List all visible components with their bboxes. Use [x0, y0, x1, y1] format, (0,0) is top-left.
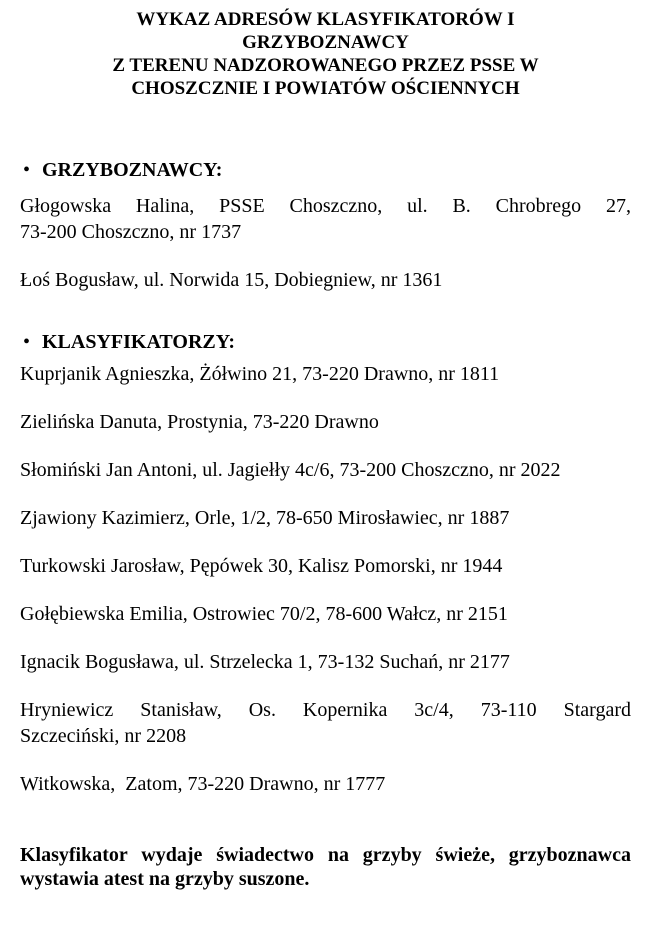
entry-line: Witkowska, Zatom, 73-220 Drawno, nr 1777 — [20, 773, 386, 795]
entry-line: Gołębiewska Emilia, Ostrowiec 70/2, 78-600 Wałcz, nr 2151 — [20, 603, 508, 625]
entry-line: Słomiński Jan Antoni, ul. Jagiełły 4c/6, 73-200 Choszczno, nr 2022 — [20, 459, 561, 481]
entry-line: Szczeciński, nr 2208 — [20, 725, 187, 747]
section-title-grzyboznawcy: GRZYBOZNAWCY: — [42, 159, 223, 181]
list-item-klasyfikator — [20, 771, 631, 797]
list-item-klasyfikator — [20, 601, 631, 627]
footer-line: Klasyfikator wydaje świadectwo na grzyby świeże, grzyboznawca — [20, 844, 631, 866]
title-line-4: CHOSZCZNIE I POWIATÓW OŚCIENNYCH — [131, 78, 520, 99]
list-item-klasyfikator — [20, 697, 631, 749]
entry-line: Zjawiony Kazimierz, Orle, 1/2, 78-650 Mirosławiec, nr 1887 — [20, 507, 510, 529]
entry-line: Zielińska Danuta, Prostynia, 73-220 Drawno — [20, 411, 379, 433]
bullet-icon: • — [23, 331, 31, 353]
entry-line: Turkowski Jarosław, Pępówek 30, Kalisz Pomorski, nr 1944 — [20, 555, 503, 577]
document-title — [20, 8, 631, 100]
list-item-klasyfikator — [20, 649, 631, 675]
footer-note — [20, 843, 631, 891]
bullet-icon: • — [23, 159, 31, 181]
section-title-klasyfikatorzy: KLASYFIKATORZY: — [42, 331, 236, 353]
title-line-2: GRZYBOZNAWCY — [242, 32, 409, 53]
entry-line: Kuprjanik Agnieszka, Żółwino 21, 73-220 Drawno, nr 1811 — [20, 363, 500, 385]
entry-line: Łoś Bogusław, ul. Norwida 15, Dobiegniew, nr 1361 — [20, 269, 443, 291]
entry-line: Hryniewicz Stanisław, Os. Kopernika 3c/4, 73-110 Stargard — [20, 699, 631, 721]
title-line-1: WYKAZ ADRESÓW KLASYFIKATORÓW I — [136, 9, 515, 30]
section-header-grzyboznawcy — [20, 158, 631, 182]
document-page — [20, 8, 631, 891]
footer-line: wystawia atest na grzyby suszone. — [20, 868, 310, 890]
list-item-klasyfikator — [20, 457, 631, 483]
list-item-klasyfikator — [20, 409, 631, 435]
entry-line: 73-200 Choszczno, nr 1737 — [20, 221, 242, 243]
title-line-3: Z TERENU NADZOROWANEGO PRZEZ PSSE W — [112, 55, 539, 76]
entry-line: Ignacik Bogusława, ul. Strzelecka 1, 73-132 Suchań, nr 2177 — [20, 651, 510, 673]
list-item-grzyboznawca — [20, 193, 631, 245]
section-header-klasyfikatorzy — [20, 330, 631, 354]
list-item-klasyfikator — [20, 505, 631, 531]
list-item-klasyfikator — [20, 361, 631, 387]
list-item-grzyboznawca — [20, 267, 631, 293]
entry-line: Głogowska Halina, PSSE Choszczno, ul. B. Chrobrego 27, — [20, 195, 631, 217]
list-item-klasyfikator — [20, 553, 631, 579]
